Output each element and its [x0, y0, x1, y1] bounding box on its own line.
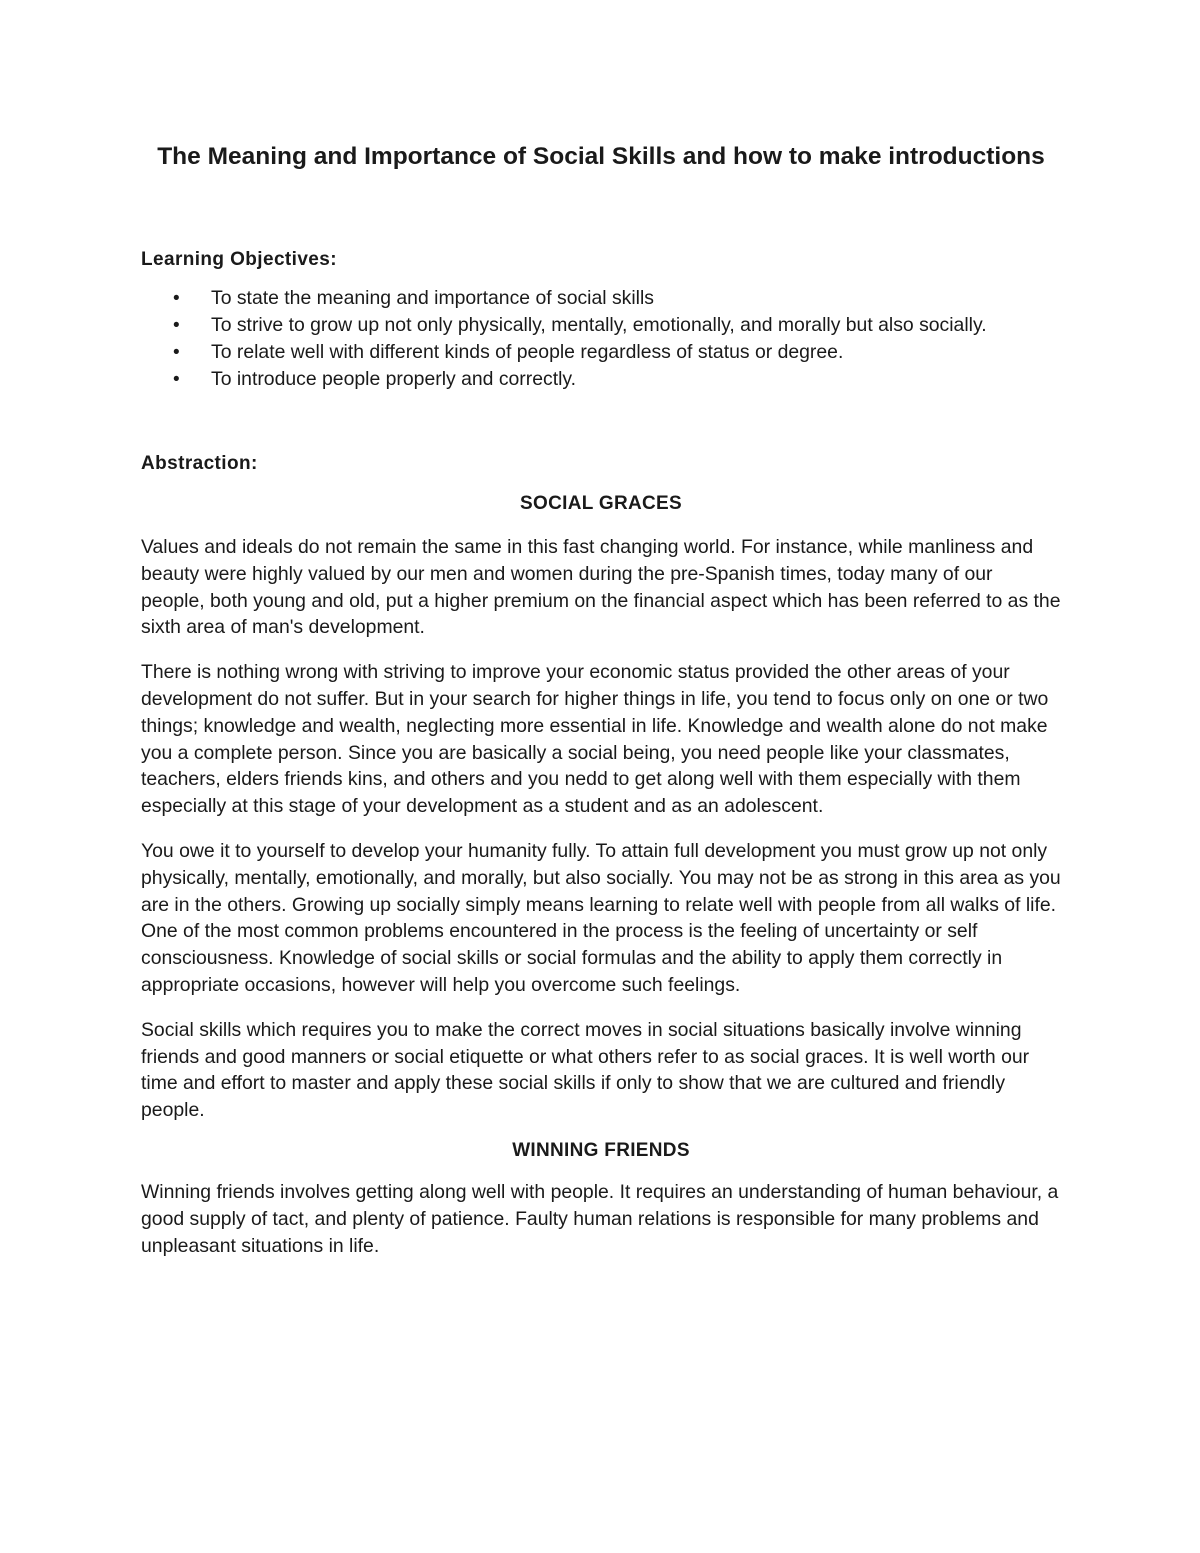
- objective-text: To strive to grow up not only physically, mentally, emotionally, and morally but also socially.: [211, 314, 987, 336]
- list-item: [141, 339, 1001, 366]
- document-title: The Meaning and Importance of Social Skills and how to make introductions: [157, 143, 1045, 170]
- body-paragraph: There is nothing wrong with striving to improve your economic status provided the other areas of your development do not suffer. But in your search for higher things in life, you tend to focus only on one or two things; knowledge and wealth, neglecting more essential in life. Knowledge and wealth alone do not make you a complete person. Since you are basically a social being, you need people like your classmates, teachers, elders friends kins, and others and you nedd to get along well with them especially with them especially at this stage of your development as a student and as an adolescent.: [141, 661, 1049, 818]
- abstraction-label: Abstraction:: [141, 453, 258, 474]
- body-paragraph: Values and ideals do not remain the same in this fast changing world. For instance, while manliness and beauty were highly valued by our men and women during the pre-Spanish times, today many of our people, both young and old, put a higher premium on the financial aspect which has been referred to as the sixth area of man's development.: [141, 536, 1061, 639]
- body-paragraph: Social skills which requires you to make the correct moves in social situations basically involve winning friends and good manners or social etiquette or what others refer to as social graces. It is well worth our time and effort to master and apply these social skills if only to show that we are cultured and friendly people.: [141, 1018, 1030, 1122]
- bullet-icon: •: [173, 288, 180, 309]
- body-paragraph: Winning friends involves getting along well with people. It requires an understanding of human behaviour, a good supply of tact, and plenty of patience. Faulty human relations is responsible for many problems and unpleasant situations in life.: [141, 1180, 1059, 1257]
- bullet-icon: •: [173, 342, 180, 363]
- list-item: [141, 312, 1001, 339]
- objective-text: To relate well with different kinds of people regardless of status or degree.: [211, 341, 844, 363]
- winning-friends-heading: WINNING FRIENDS: [512, 1139, 690, 1161]
- body-paragraph: You owe it to yourself to develop your humanity fully. To attain full development you must grow up not only physically, mentally, emotionally, and morally, but also socially. You may not be as strong in this area as you are in the others. Growing up socially simply means learning to relate well with people from all walks of life. One of the most common problems encountered in the process is the feeling of uncertainty or self consciousness. Knowledge of social skills or social formulas and the ability to apply them correctly in appropriate occasions, however will help you overcome such feelings.: [141, 839, 1061, 996]
- bullet-icon: •: [173, 369, 180, 390]
- list-item: [141, 366, 1001, 393]
- objective-text: To state the meaning and importance of social skills: [211, 287, 654, 309]
- learning-objectives-list: [141, 285, 1061, 393]
- bullet-icon: •: [173, 315, 180, 336]
- document-page: [141, 140, 1061, 1259]
- learning-objectives-label: Learning Objectives:: [141, 249, 337, 270]
- social-graces-heading: SOCIAL GRACES: [520, 493, 682, 514]
- list-item: [141, 285, 1001, 312]
- objective-text: To introduce people properly and correctly.: [211, 368, 577, 390]
